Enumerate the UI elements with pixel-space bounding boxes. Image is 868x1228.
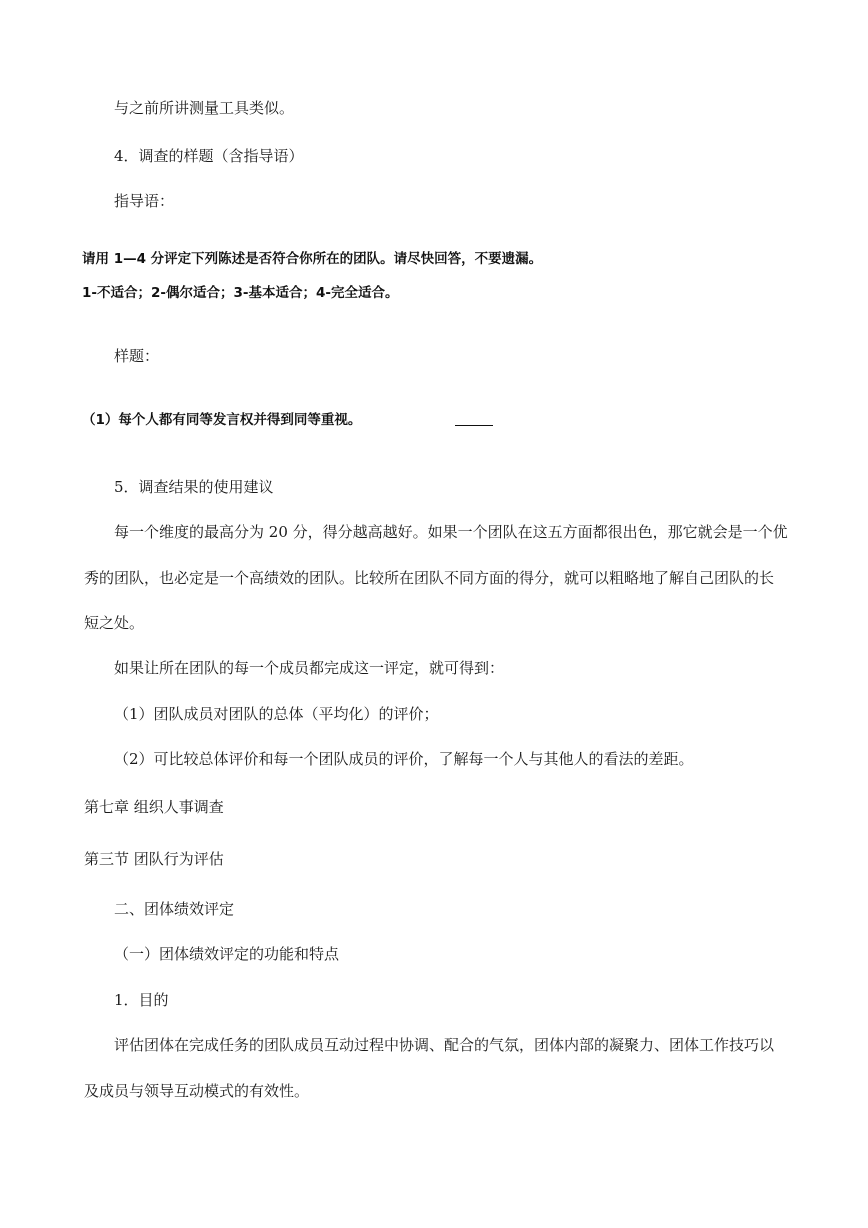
result-item-1: （1）团队成员对团队的总体（平均化）的评价； bbox=[114, 705, 439, 723]
sample-label: 样题： bbox=[114, 347, 160, 365]
paragraph-scoring-line-3: 短之处。 bbox=[84, 614, 145, 632]
rating-scale-line: 1-不适合；2-偶尔适合；3-基本适合；4-完全适合。 bbox=[82, 285, 399, 301]
subsection-heading: 二、团体绩效评定 bbox=[114, 900, 235, 918]
heading-usage-suggestions: 5．调查结果的使用建议 bbox=[114, 478, 274, 496]
subsection-topic: （一）团体绩效评定的功能和特点 bbox=[114, 945, 340, 963]
guide-instruction-line: 请用 1—4 分评定下列陈述是否符合你所在的团队。请尽快回答，不要遗漏。 bbox=[82, 251, 543, 267]
result-item-2: （2）可比较总体评价和每一个团队成员的评价，了解每一个人与其他人的看法的差距。 bbox=[114, 750, 694, 768]
heading-sample-questions: 4．调查的样题（含指导语） bbox=[114, 147, 304, 165]
guide-label: 指导语： bbox=[114, 192, 175, 210]
paragraph-scoring-line-2: 秀的团队，也必定是一个高绩效的团队。比较所在团队不同方面的得分，就可以粗略地了解自己团队的长 bbox=[84, 569, 775, 587]
sample-item: （1）每个人都有同等发言权并得到同等重视。 bbox=[82, 412, 362, 428]
chapter-heading: 第七章 组织人事调查 bbox=[84, 798, 224, 816]
paragraph-goal-line-1: 评估团体在完成任务的团队成员互动过程中协调、配合的气氛，团体内部的凝聚力、团体工作技巧以 bbox=[114, 1036, 775, 1054]
goal-heading: 1．目的 bbox=[114, 991, 169, 1009]
paragraph-all-members: 如果让所在团队的每一个成员都完成这一评定，就可得到： bbox=[114, 659, 505, 677]
paragraph-similar-tools: 与之前所讲测量工具类似。 bbox=[114, 99, 295, 117]
paragraph-goal-line-2: 及成员与领导互动模式的有效性。 bbox=[84, 1082, 310, 1100]
answer-blank-line bbox=[455, 425, 493, 426]
section-heading: 第三节 团队行为评估 bbox=[84, 850, 224, 868]
paragraph-scoring-line-1: 每一个维度的最高分为 20 分，得分越高越好。如果一个团队在这五方面都很出色，那它就会是一个优 bbox=[114, 523, 788, 541]
